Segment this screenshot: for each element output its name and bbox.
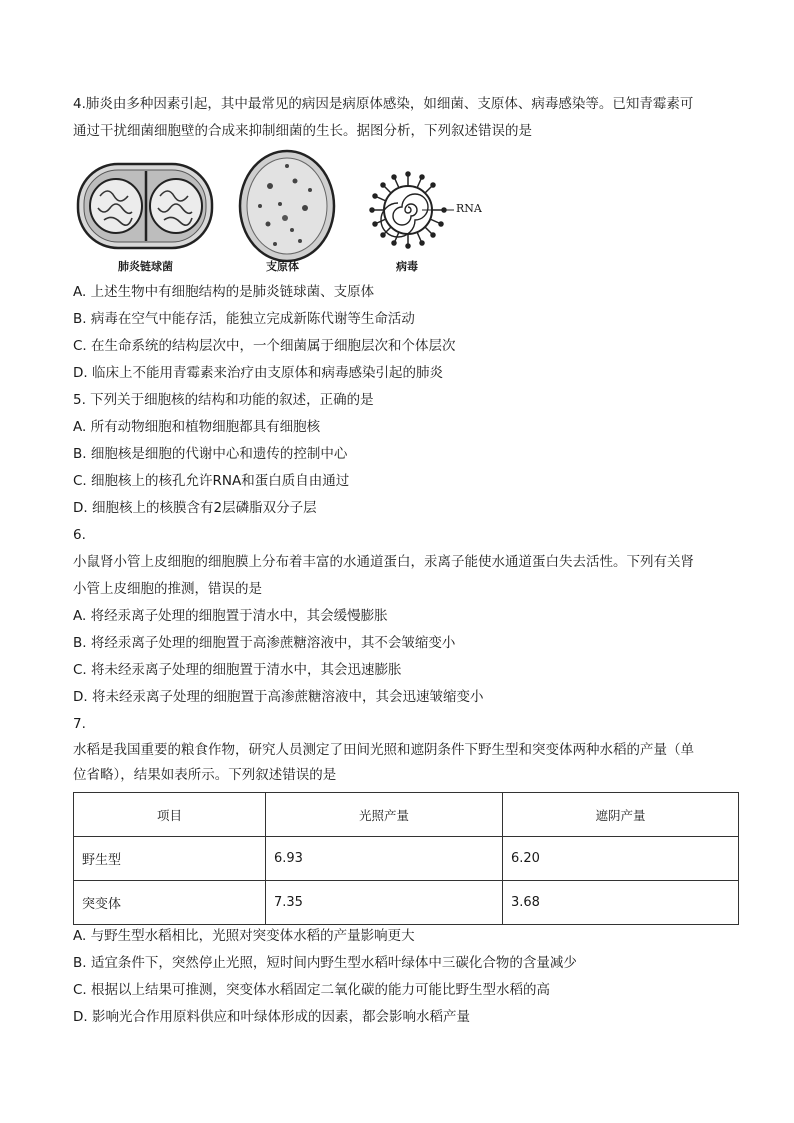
virus-drawing (370, 172, 454, 248)
q6-option-a: A. 将经汞离子处理的细胞置于清水中，其会缓慢膨胀 (73, 608, 388, 624)
q5-option-a: A. 所有动物细胞和植物细胞都具有细胞核 (73, 419, 321, 435)
q6-number: 6. (73, 527, 86, 543)
q6-option-c: C. 将未经汞离子处理的细胞置于清水中，其会迅速膨胀 (73, 662, 402, 678)
q4-option-d: D. 临床上不能用青霉素来治疗由支原体和病毒感染引起的肺炎 (73, 365, 443, 381)
table-cell: 7.35 (266, 881, 503, 925)
q4-figure (70, 146, 490, 276)
q7-option-d: D. 影响光合作用原料供应和叶绿体形成的因素，都会影响水稻产量 (73, 1009, 470, 1025)
q6-option-d: D. 将未经汞离子处理的细胞置于高渗蔗糖溶液中，其会迅速皱缩变小 (73, 689, 484, 705)
table-cell: 6.20 (503, 837, 739, 881)
q7-yield-table (73, 792, 739, 925)
table-cell: 突变体 (74, 881, 266, 925)
q4-option-c: C. 在生命系统的结构层次中，一个细菌属于细胞层次和个体层次 (73, 338, 456, 354)
table-cell: 野生型 (74, 837, 266, 881)
mycoplasma-drawing (240, 151, 334, 261)
pathogen-illustration (70, 146, 490, 276)
q5-option-b: B. 细胞核是细胞的代谢中心和遗传的控制中心 (73, 446, 348, 462)
q5-stem: 5. 下列关于细胞核的结构和功能的叙述，正确的是 (73, 392, 374, 408)
q7-number: 7. (73, 716, 86, 732)
q5-option-c: C. 细胞核上的核孔允许RNA和蛋白质自由通过 (73, 473, 350, 489)
mycoplasma-label: 支原体 (266, 260, 299, 273)
table-row (74, 837, 739, 881)
q6-stem-line1: 小鼠肾小管上皮细胞的细胞膜上分布着丰富的水通道蛋白，汞离子能使水通道蛋白失去活性。下列有关肾 (73, 554, 694, 570)
q7-option-c: C. 根据以上结果可推测，突变体水稻固定二氧化碳的能力可能比野生型水稻的高 (73, 982, 551, 998)
q5-option-d: D. 细胞核上的核膜含有2层磷脂双分子层 (73, 500, 317, 516)
q7-stem-line1: 水稻是我国重要的粮食作物，研究人员测定了田间光照和遮阴条件下野生型和突变体两种水稻的产量（单 (73, 742, 694, 758)
bacterium-label: 肺炎链球菌 (118, 260, 173, 273)
q4-option-b: B. 病毒在空气中能存活，能独立完成新陈代谢等生命活动 (73, 311, 415, 327)
q7-option-b: B. 适宜条件下，突然停止光照，短时间内野生型水稻叶绿体中三碳化合物的含量减少 (73, 955, 577, 971)
virus-label: 病毒 (396, 260, 418, 273)
q4-stem-line1: 4.肺炎由多种因素引起，其中最常见的病因是病原体感染，如细菌、支原体、病毒感染等。已知青霉素可 (73, 96, 694, 112)
q4-option-a: A. 上述生物中有细胞结构的是肺炎链球菌、支原体 (73, 284, 375, 300)
table-cell: 3.68 (503, 881, 739, 925)
table-header-shade: 遮阴产量 (503, 793, 739, 837)
q6-option-b: B. 将经汞离子处理的细胞置于高渗蔗糖溶液中，其不会皱缩变小 (73, 635, 456, 651)
table-header-light: 光照产量 (266, 793, 503, 837)
table-cell: 6.93 (266, 837, 503, 881)
q7-stem-line2: 位省略），结果如表所示。下列叙述错误的是 (73, 767, 337, 783)
table-row (74, 881, 739, 925)
table-header-row (74, 793, 739, 837)
q4-stem-line2: 通过干扰细菌细胞壁的合成来抑制细菌的生长。据图分析，下列叙述错误的是 (73, 123, 532, 139)
q6-stem-line2: 小管上皮细胞的推测，错误的是 (73, 581, 262, 597)
bacterium-drawing (78, 164, 212, 248)
q7-option-a: A. 与野生型水稻相比，光照对突变体水稻的产量影响更大 (73, 928, 415, 944)
table-header-item: 项目 (74, 793, 266, 837)
rna-label: RNA (456, 202, 482, 215)
